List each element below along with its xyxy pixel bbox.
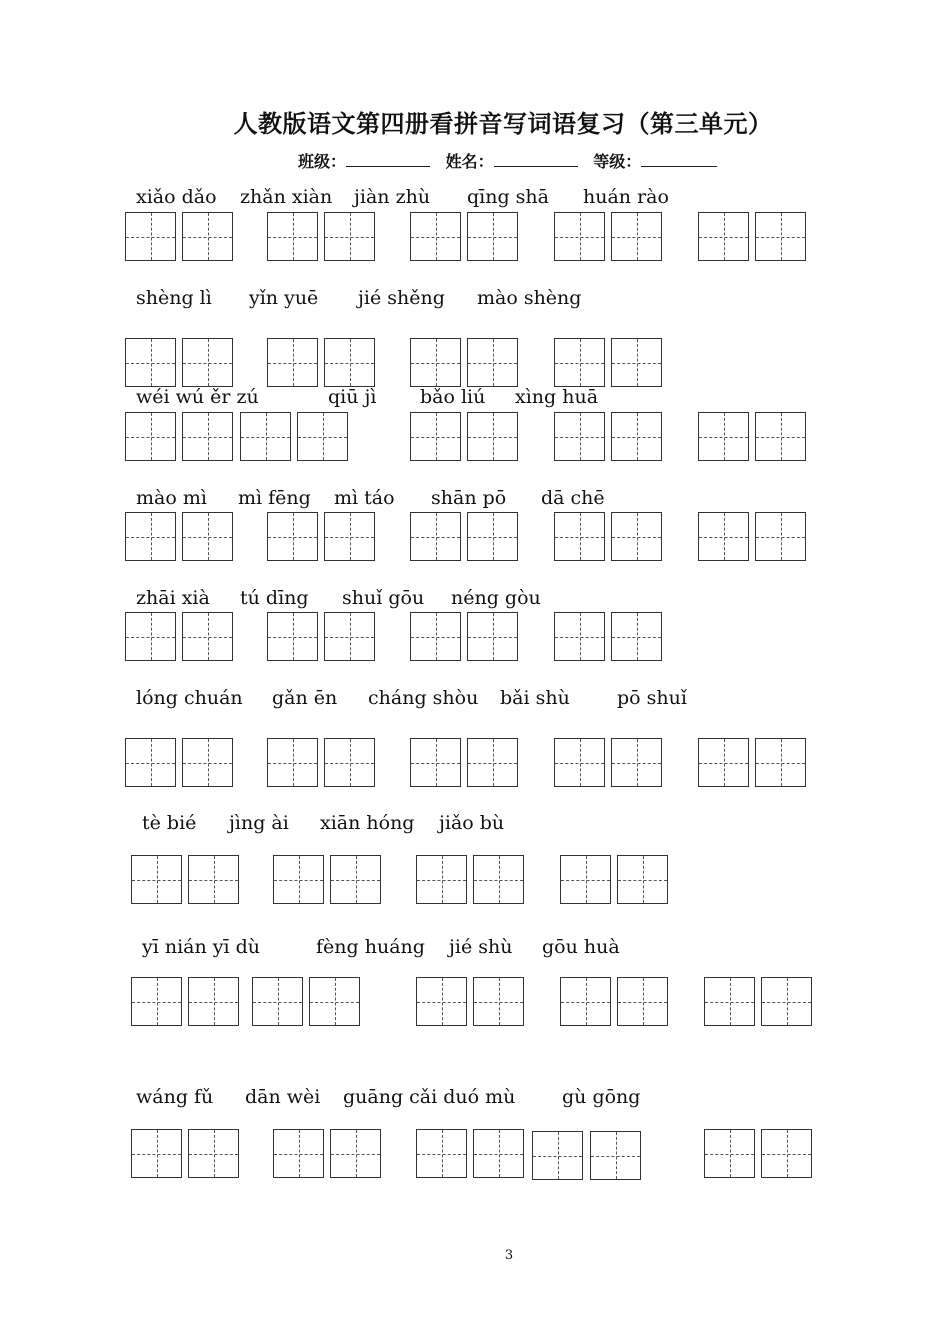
- writing-box[interactable]: [617, 855, 668, 904]
- writing-box[interactable]: [182, 212, 233, 261]
- writing-box[interactable]: [554, 738, 605, 787]
- writing-box[interactable]: [267, 738, 318, 787]
- writing-box[interactable]: [267, 612, 318, 661]
- pinyin-word: xìng huā: [515, 386, 599, 408]
- writing-box[interactable]: [410, 338, 461, 387]
- page-number: 3: [504, 1248, 514, 1263]
- writing-box[interactable]: [416, 977, 467, 1026]
- writing-box[interactable]: [324, 738, 375, 787]
- name-blank: [494, 152, 578, 167]
- writing-box[interactable]: [611, 338, 662, 387]
- writing-box[interactable]: [755, 212, 806, 261]
- pinyin-word: shèng lì: [136, 287, 212, 309]
- writing-box[interactable]: [131, 977, 182, 1026]
- pinyin-word: mào shèng: [477, 287, 582, 309]
- pinyin-word: jiǎo bù: [439, 812, 505, 834]
- pinyin-word: qiū jì: [328, 386, 377, 408]
- pinyin-word: néng gòu: [451, 587, 541, 609]
- writing-box[interactable]: [410, 738, 461, 787]
- pinyin-word: bǎo liú: [420, 386, 486, 408]
- pinyin-word: gǎn ēn: [272, 687, 338, 709]
- writing-box[interactable]: [267, 512, 318, 561]
- pinyin-word: shuǐ gōu: [342, 587, 425, 609]
- writing-box[interactable]: [698, 412, 749, 461]
- writing-box[interactable]: [467, 738, 518, 787]
- writing-box[interactable]: [704, 977, 755, 1026]
- pinyin-word: zhǎn xiàn: [240, 186, 333, 208]
- writing-box[interactable]: [131, 855, 182, 904]
- writing-box[interactable]: [590, 1131, 641, 1180]
- writing-box[interactable]: [761, 977, 812, 1026]
- writing-box[interactable]: [416, 855, 467, 904]
- writing-box[interactable]: [410, 512, 461, 561]
- grade-blank: [641, 152, 717, 167]
- pinyin-word: dā chē: [541, 487, 605, 509]
- writing-box[interactable]: [125, 512, 176, 561]
- writing-box[interactable]: [324, 338, 375, 387]
- writing-box[interactable]: [467, 338, 518, 387]
- writing-box[interactable]: [416, 1129, 467, 1178]
- writing-box[interactable]: [125, 738, 176, 787]
- writing-box[interactable]: [698, 512, 749, 561]
- writing-box[interactable]: [467, 412, 518, 461]
- pinyin-word: yǐn yuē: [249, 287, 319, 309]
- pinyin-word: yī nián yī dù: [142, 936, 261, 958]
- writing-box[interactable]: [131, 1129, 182, 1178]
- writing-box[interactable]: [182, 512, 233, 561]
- writing-box[interactable]: [554, 612, 605, 661]
- writing-box[interactable]: [188, 1129, 239, 1178]
- pinyin-word: mào mì: [136, 487, 207, 509]
- writing-box[interactable]: [330, 1129, 381, 1178]
- pinyin-word: cháng shòu: [368, 687, 479, 709]
- writing-box[interactable]: [554, 212, 605, 261]
- pinyin-word: guāng cǎi duó mù: [343, 1086, 516, 1108]
- writing-box[interactable]: [324, 512, 375, 561]
- writing-box[interactable]: [473, 977, 524, 1026]
- writing-box[interactable]: [182, 612, 233, 661]
- writing-box[interactable]: [560, 855, 611, 904]
- pinyin-word: xiān hóng: [320, 812, 415, 834]
- writing-box[interactable]: [273, 855, 324, 904]
- pinyin-word: pō shuǐ: [617, 687, 687, 709]
- student-info: [298, 149, 727, 172]
- writing-box[interactable]: [611, 612, 662, 661]
- writing-box[interactable]: [755, 738, 806, 787]
- writing-box[interactable]: [188, 977, 239, 1026]
- class-blank: [346, 152, 430, 167]
- pinyin-word: jié shěng: [358, 287, 445, 309]
- pinyin-word: tè bié: [142, 812, 197, 834]
- writing-box[interactable]: [698, 212, 749, 261]
- writing-box[interactable]: [252, 977, 303, 1026]
- pinyin-word: zhāi xià: [136, 587, 210, 609]
- writing-box[interactable]: [473, 1129, 524, 1178]
- writing-box[interactable]: [704, 1129, 755, 1178]
- writing-box[interactable]: [182, 412, 233, 461]
- pinyin-word: tú dīng: [240, 587, 309, 609]
- pinyin-word: mì fēng: [238, 487, 311, 509]
- writing-box[interactable]: [532, 1131, 583, 1180]
- writing-box[interactable]: [554, 512, 605, 561]
- pinyin-word: wáng fǔ: [136, 1086, 214, 1108]
- writing-box[interactable]: [761, 1129, 812, 1178]
- pinyin-word: gù gōng: [562, 1086, 641, 1108]
- writing-box[interactable]: [611, 738, 662, 787]
- writing-box[interactable]: [611, 212, 662, 261]
- pinyin-word: shān pō: [431, 487, 507, 509]
- writing-box[interactable]: [755, 412, 806, 461]
- writing-box[interactable]: [188, 855, 239, 904]
- writing-box[interactable]: [267, 338, 318, 387]
- writing-box[interactable]: [410, 212, 461, 261]
- writing-box[interactable]: [473, 855, 524, 904]
- pinyin-word: bǎi shù: [500, 687, 570, 709]
- page-title: 人教版语文第四册看拼音写词语复习（第三单元）: [233, 110, 773, 138]
- writing-box[interactable]: [617, 977, 668, 1026]
- pinyin-word: huán rào: [583, 186, 669, 208]
- pinyin-word: mì táo: [334, 487, 395, 509]
- pinyin-word: jìng ài: [229, 812, 289, 834]
- writing-box[interactable]: [182, 338, 233, 387]
- pinyin-word: dān wèi: [245, 1086, 321, 1108]
- writing-box[interactable]: [125, 338, 176, 387]
- pinyin-word: jiàn zhù: [354, 186, 431, 208]
- writing-box[interactable]: [273, 1129, 324, 1178]
- writing-box[interactable]: [330, 855, 381, 904]
- writing-box[interactable]: [467, 612, 518, 661]
- writing-box[interactable]: [125, 412, 176, 461]
- writing-box[interactable]: [125, 212, 176, 261]
- writing-box[interactable]: [698, 738, 749, 787]
- writing-box[interactable]: [554, 412, 605, 461]
- name-label: 姓名：: [445, 152, 494, 171]
- writing-box[interactable]: [240, 412, 291, 461]
- writing-box[interactable]: [467, 512, 518, 561]
- writing-box[interactable]: [467, 212, 518, 261]
- writing-box[interactable]: [611, 512, 662, 561]
- writing-box[interactable]: [267, 212, 318, 261]
- pinyin-word: xiǎo dǎo: [136, 186, 217, 208]
- pinyin-word: wéi wú ěr zú: [136, 386, 259, 408]
- class-label: 班级：: [298, 152, 347, 171]
- writing-box[interactable]: [324, 212, 375, 261]
- writing-box[interactable]: [560, 977, 611, 1026]
- writing-box[interactable]: [125, 612, 176, 661]
- grade-label: 等级：: [593, 152, 642, 171]
- writing-box[interactable]: [755, 512, 806, 561]
- pinyin-word: gōu huà: [542, 936, 620, 958]
- pinyin-word: jié shù: [449, 936, 513, 958]
- writing-box[interactable]: [554, 338, 605, 387]
- pinyin-word: lóng chuán: [136, 687, 243, 709]
- pinyin-word: fèng huáng: [316, 936, 425, 958]
- writing-box[interactable]: [324, 612, 375, 661]
- writing-box[interactable]: [611, 412, 662, 461]
- pinyin-word: qīng shā: [467, 186, 549, 208]
- writing-box[interactable]: [309, 977, 360, 1026]
- writing-box[interactable]: [182, 738, 233, 787]
- writing-box[interactable]: [297, 412, 348, 461]
- writing-box[interactable]: [410, 412, 461, 461]
- writing-box[interactable]: [410, 612, 461, 661]
